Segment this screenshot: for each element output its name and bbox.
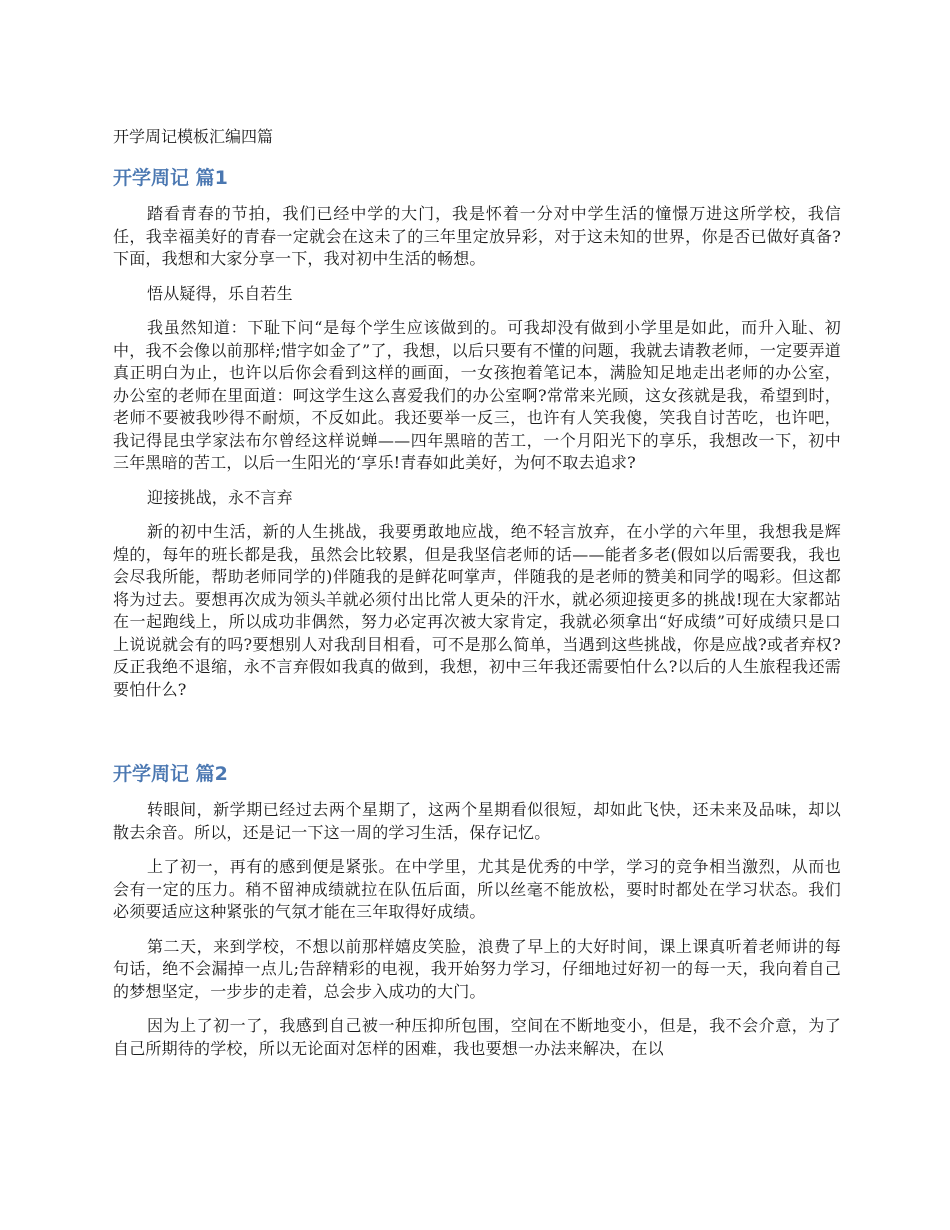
paragraph: 转眼间，新学期已经过去两个星期了，这两个星期看似很短，却如此飞快，还未来及品味，却以散去余音。所以，还是记一下这一周的学习生活，保存记忆。	[113, 800, 841, 842]
section-heading: 开学周记 篇2	[113, 763, 228, 785]
document-title: 开学周记模板汇编四篇	[113, 127, 274, 146]
paragraph: 新的初中生活，新的人生挑战，我要勇敢地应战，绝不轻言放弃，在小学的六年里，我想我是辉煌的，每年的班长都是我，虽然会比较累，但是我坚信老师的话——能者多老(假如以后需要我，我也会尽我所能，帮助老师同学的)伴随我的是鲜花呵掌声，伴随我的是老师的赞美和同学的喝彩。但这都将为过去。要想再次成为领头羊就必须付出比常人更朵的汗水，就必须迎接更多的挑战!现在大家都站在一起跑线上，所以成功非偶然，努力必定再次被大家肯定，我就必须拿出“好成绩”可好成绩只是口上说说就会有的吗?要想别人对我刮目相看，可不是那么简单，当遇到这些挑战，你是应战?或者弃权?反正我绝不退缩，永不言弃假如我真的做到，我想，初中三年我还需要怕什么?以后的人生旅程我还需要怕什么?	[113, 522, 841, 699]
paragraph: 第二天，来到学校，不想以前那样嬉皮笑脸，浪费了早上的大好时间，课上课真听着老师讲的每句话，绝不会漏掉一点儿;告辞精彩的电视，我开始努力学习，仔细地过好初一的每一天，我向着自己的梦想坚定，一步步的走着，总会步入成功的大门。	[113, 936, 841, 1001]
paragraph: 因为上了初一了，我感到自己被一种压抑所包围，空间在不断地变小，但是，我不会介意，为了自己所期待的学校，所以无论面对怎样的困难，我也要想一办法来解决，在以	[113, 1016, 841, 1058]
paragraph: 我虽然知道：下耻下问“是每个学生应该做到的。可我却没有做到小学里是如此，而升入耻、初中，我不会像以前那样;惜字如金了”了，我想，以后只要有不懂的问题，我就去请教老师，一定要弄道真正明白为止，也许以后你会看到这样的画面，一女孩抱着笔记本，满脸知足地走出老师的办公室，办公室的老师在里面道：呵这学生这么喜爱我们的办公室啊?常常来光顾，这女孩就是我，希望到时，老师不要被我吵得不耐烦，不反如此。我还要举一反三，也许有人笑我傻，笑我自讨苦吃，也许吧，我记得昆虫学家法布尔曾经这样说蝉——四年黑暗的苦工，一个月阳光下的享乐，我想改一下，初中三年黑暗的苦工，以后一生阳光的‘享乐!青春如此美好，为何不取去追求?	[113, 318, 841, 472]
section-1	[113, 163, 841, 701]
paragraph: 上了初一，再有的感到便是紧张。在中学里，尤其是优秀的中学，学习的竞争相当激烈，从而也会有一定的压力。稍不留神成绩就拉在队伍后面，所以丝毫不能放松，要时时都处在学习状态。我们必须要适应这种紧张的气氛才能在三年取得好成绩。	[113, 857, 841, 921]
section-spacer	[113, 713, 841, 759]
document-page	[113, 124, 841, 1072]
section-2	[113, 759, 841, 1060]
subheading-paragraph: 悟从疑得，乐自若生	[147, 283, 293, 303]
subheading-paragraph: 迎接挑战，永不言弃	[147, 487, 293, 507]
paragraph: 踏看青春的节拍，我们已经中学的大门，我是怀着一分对中学生活的憧憬万进这所学校，我信任，我幸福美好的青春一定就会在这未了的三年里定放异彩，对于这未知的世界，你是否已做好真备?下面，我想和大家分享一下，我对初中生活的畅想。	[113, 204, 841, 268]
section-heading: 开学周记 篇1	[113, 167, 228, 189]
